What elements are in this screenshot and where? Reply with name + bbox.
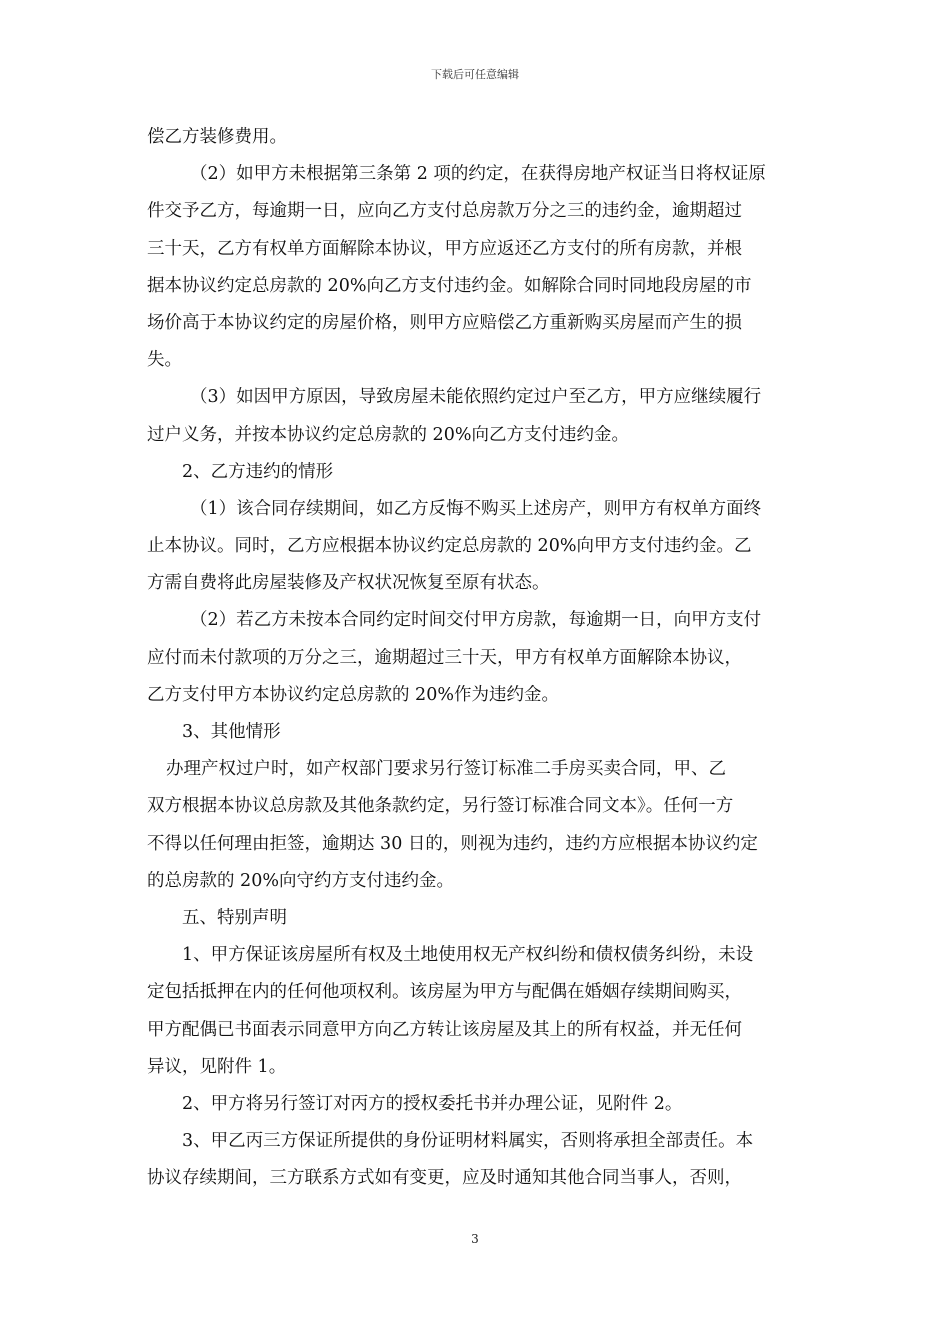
text-line: 2、乙方违约的情形 bbox=[182, 461, 334, 482]
text-line: （3）如因甲方原因，导致房屋未能依照约定过户至乙方，甲方应继续履行 bbox=[190, 387, 762, 408]
text-line: 异议，见附件 1。 bbox=[147, 1056, 287, 1077]
text-line: （1）该合同存续期间，如乙方反悔不购买上述房产，则甲方有权单方面终 bbox=[190, 498, 762, 519]
text-line: 不得以任何理由拒签，逾期达 30 日的，则视为违约，违约方应根据本协议约定 bbox=[147, 833, 758, 854]
text-line: 过户义务，并按本协议约定总房款的 20%向乙方支付违约金。 bbox=[147, 424, 629, 445]
page-header: 下载后可任意编辑 bbox=[431, 68, 519, 81]
text-line: 3、其他情形 bbox=[182, 722, 281, 742]
text-line: 三十天，乙方有权单方面解除本协议，甲方应返还乙方支付的所有房款，并根 bbox=[147, 238, 742, 259]
text-line: 2、甲方将另行签订对丙方的授权委托书并办理公证，见附件 2。 bbox=[182, 1093, 683, 1114]
text-line: 据本协议约定总房款的 20%向乙方支付违约金。如解除合同时同地段房屋的市 bbox=[147, 275, 752, 296]
text-line: 五、特别声明 bbox=[182, 907, 287, 928]
text-line: 止本协议。同时，乙方应根据本协议约定总房款的 20%向甲方支付违约金。乙 bbox=[147, 536, 752, 557]
text-line: 乙方支付甲方本协议约定总房款的 20%作为违约金。 bbox=[147, 684, 559, 705]
text-line: 场价高于本协议约定的房屋价格，则甲方应赔偿乙方重新购买房屋而产生的损 bbox=[147, 312, 742, 333]
text-line: 失。 bbox=[147, 350, 182, 371]
text-line: 应付而未付款项的万分之三，逾期超过三十天，甲方有权单方面解除本协议， bbox=[147, 647, 742, 668]
text-line: 1、甲方保证该房屋所有权及土地使用权无产权纠纷和债权债务纠纷，未设 bbox=[182, 945, 754, 966]
document-body bbox=[147, 119, 807, 1197]
text-line: 定包括抵押在内的任何他项权利。该房屋为甲方与配偶在婚姻存续期间购买， bbox=[147, 982, 742, 1003]
text-line: 协议存续期间，三方联系方式如有变更，应及时通知其他合同当事人，否则， bbox=[147, 1168, 742, 1189]
text-line: （2）若乙方未按本合同约定时间交付甲方房款，每逾期一日，向甲方支付 bbox=[190, 610, 762, 631]
text-line: 偿乙方装修费用。 bbox=[147, 127, 287, 147]
text-line: 的总房款的 20%向守约方支付违约金。 bbox=[147, 870, 454, 891]
text-line: 件交予乙方，每逾期一日，应向乙方支付总房款万分之三的违约金，逾期超过 bbox=[147, 201, 742, 222]
text-line: 双方根据本协议总房款及其他条款约定，另行签订标准合同文本》。任何一方 bbox=[147, 796, 734, 817]
text-line: （2）如甲方未根据第三条第 2 项的约定，在获得房地产权证当日将权证原 bbox=[190, 164, 766, 185]
text-line: 3、甲乙丙三方保证所提供的身份证明材料属实，否则将承担全部责任。本 bbox=[182, 1131, 754, 1152]
page-number: 3 bbox=[471, 1232, 479, 1246]
text-line: 办理产权过户时，如产权部门要求另行签订标准二手房买卖合同，甲、乙 bbox=[166, 759, 726, 780]
text-line: 方需自费将此房屋装修及产权状况恢复至原有状态。 bbox=[147, 573, 550, 594]
text-line: 甲方配偶已书面表示同意甲方向乙方转让该房屋及其上的所有权益，并无任何 bbox=[147, 1019, 742, 1040]
